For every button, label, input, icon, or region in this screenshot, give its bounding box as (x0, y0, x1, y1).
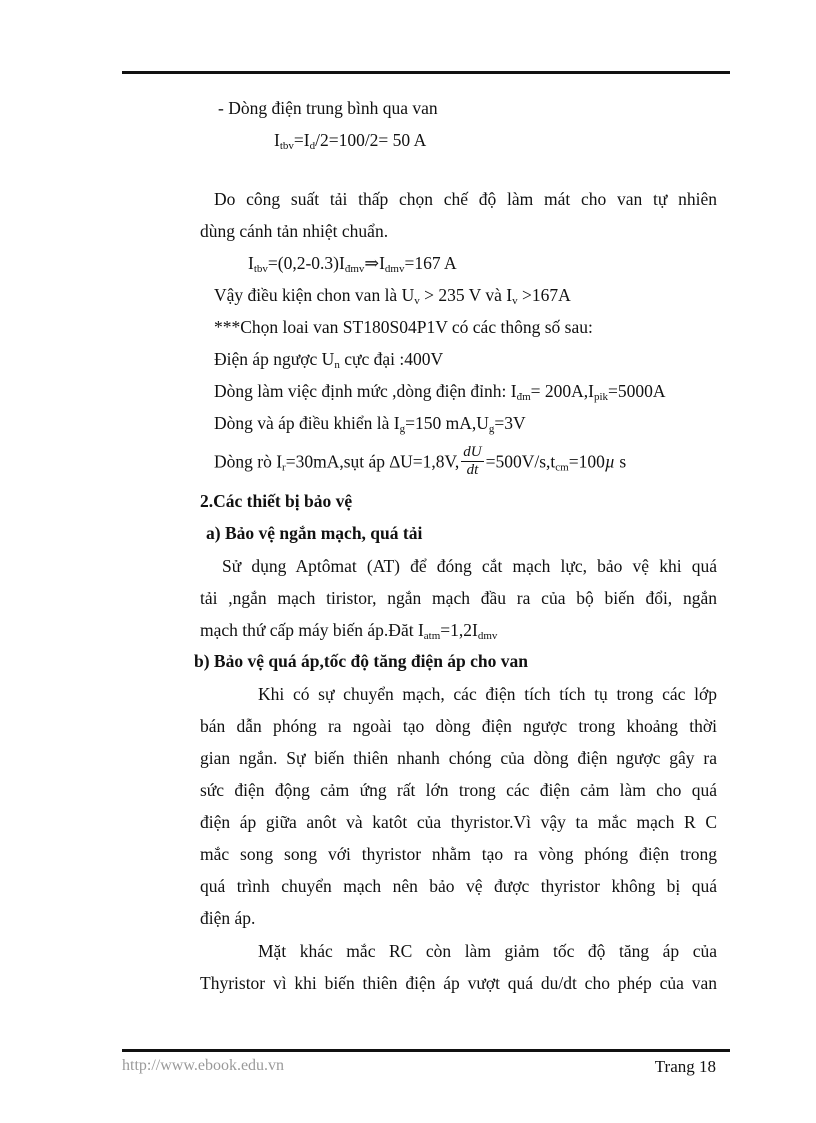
du-dt-fraction: $\frac{dU}{dt}$ (463, 444, 482, 478)
para-rc-1: Mặt khác mắc RC còn làm giảm tốc độ tăng áp của (258, 941, 717, 961)
eq-rated-current: Dòng làm việc định mức ,dòng điện đỉnh: $I_{đm}= 200A,I_{pik}=5000A$ (214, 381, 666, 403)
heading-short-circuit: a) Bảo vệ ngắn mạch, quá tải (206, 523, 423, 543)
footer-rule (122, 1049, 730, 1052)
page-number: Trang 18 (654, 1057, 716, 1076)
heading-overvoltage: b) Bảo vệ quá áp,tốc độ tăng điện áp cho van (194, 651, 529, 671)
para-ov-4: sức điện động cảm ứng rất lớn trong các điện cảm làm cho quá (200, 780, 717, 800)
para-at-1: Sử dụng Aptômat (AT) để đóng cắt mạch lực, bảo vệ khi quá (222, 556, 717, 576)
para-cooling-2: dùng cánh tản nhiệt chuẩn. (200, 221, 389, 241)
para-at-2: tải ,ngắn mạch tiristor, ngắn mạch đầu ra của bộ biến đổi, ngắn (200, 588, 717, 608)
eq-control: Dòng và áp điều khiển là $I_g=150$ $mA,U_g=3V$ (214, 413, 526, 435)
eq-reverse-voltage: Điện áp ngược $U_n$ cực đại :400V (214, 349, 444, 371)
para-rc-2: Thyristor vì khi biến thiên điện áp vượt quá du/dt cho phép của van (200, 973, 717, 993)
para-choose-van: ***Chọn loai van ST180S04P1V có các thông số sau: (214, 317, 593, 337)
eq-leakage: Dòng rò $I_r=30mA,sụt$ áp ∆U=1,8V, $\frac{dU}{dt}$ $=500V/s,t_{cm}=100\mu$ s (214, 444, 627, 478)
header-rule (122, 71, 730, 74)
para-ov-6: mắc song song với thyristor nhằm tạo ra vòng phóng điện trong (200, 844, 717, 864)
para-ov-3: gian ngắn. Sự biến thiên nhanh chóng của dòng điện ngược gây ra (200, 748, 717, 768)
eq-iatm: mạch thứ cấp máy biến áp.Đăt $I_{atm}=1,2I_{dmv}$ (200, 620, 498, 642)
para-ov-2: bán dẫn phóng ra ngoài tạo dòng điện ngược trong khoảng thời (200, 716, 717, 736)
eq-itbv: $I_{tbv}=I_d/2=100/2= 50$ A (274, 130, 427, 152)
para-ov-5: điện áp giữa anôt và katôt của thyristor.Vì vậy ta mắc mạch R C (200, 812, 717, 832)
para-ov-1: Khi có sự chuyển mạch, các điện tích tích tụ trong các lớp (258, 684, 717, 704)
para-cooling-1: Do công suất tải thấp chọn chế độ làm mát cho van tự nhiên (214, 189, 717, 209)
para-ov-8: điện áp. (200, 908, 256, 928)
para-ov-7: quá trình chuyển mạch nên bảo vệ được thyristor không bị quá (200, 876, 717, 896)
bullet-avg-current: - Dòng điện trung bình qua van (218, 98, 438, 118)
eq-condition: Vậy điều kiện chon van là $U_v > 235$ V và $I_v >167A$ (214, 285, 571, 307)
heading-protection: 2.Các thiết bị bảo vệ (200, 491, 353, 511)
eq-itbv-range: $I_{tbv}=(0,2-0.3)I_{đmv}\Rightarrow I_{dmv}=167$ A (248, 253, 457, 275)
footer-url[interactable]: http://www.ebook.edu.vn (122, 1057, 285, 1074)
